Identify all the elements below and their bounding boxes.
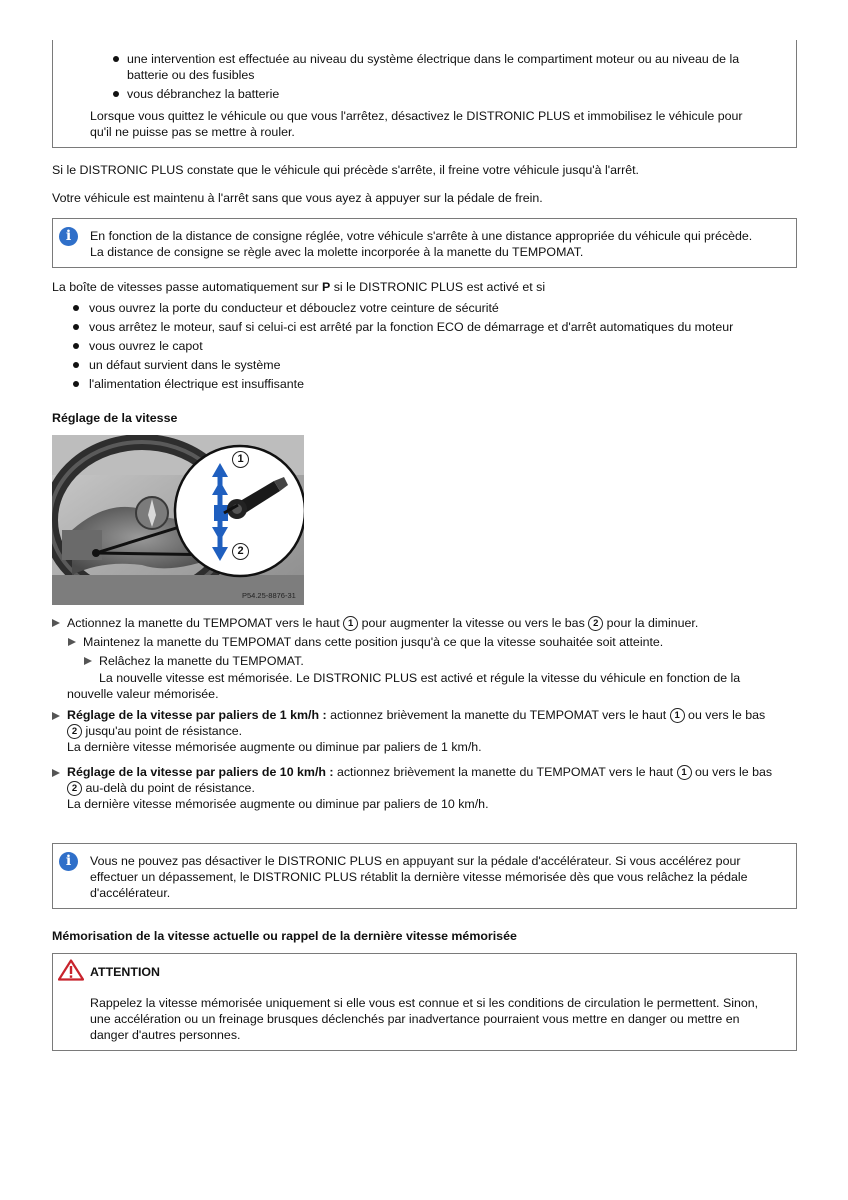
warning-triangle-icon [58, 959, 84, 981]
step-arrow-icon [68, 638, 76, 646]
paragraph-hold: Votre véhicule est maintenu à l'arrêt sans que vous ayez à appuyer sur la pédale de frein. [52, 191, 543, 205]
step-arrow-icon [52, 712, 60, 720]
figure-code: P54.25-8876-31 [242, 591, 296, 600]
info-text: Vous ne pouvez pas désactiver le DISTRONIC PLUS en appuyant sur la pédale d'accélérateur. Si vous accélérez pour effectuer un dépassement, le DISTRONIC PLUS rétablit la dernière vitesse mémorisée dès que vous relâchez la pédale d'accélérateur. [90, 854, 748, 900]
section-heading-speed: Réglage de la vitesse [52, 411, 178, 425]
bullet-icon [73, 381, 79, 387]
info-box-distance [52, 218, 797, 268]
gearbox-item: vous ouvrez le capot [89, 339, 203, 353]
box-paragraph: Lorsque vous quittez le véhicule ou que vous l'arrêtez, désactivez le DISTRONIC PLUS et immobilisez le véhicule pour qu'il ne puisse pas se mettre à rouler. [90, 109, 743, 139]
gearbox-item: vous arrêtez le moteur, sauf si celui-ci est arrêté par la fonction ECO de démarrage et d'arrêt automatiques du moteur [89, 320, 734, 334]
warning-title: ATTENTION [90, 965, 160, 979]
bullet-icon [113, 91, 119, 97]
step-arrow-icon [52, 619, 60, 627]
bullet-icon [73, 343, 79, 349]
box-bullet-2: vous débranchez la batterie [127, 87, 280, 101]
callout-2: 2 [232, 543, 249, 560]
step-3-result: La nouvelle vitesse est mémorisée. Le DISTRONIC PLUS est activé et régule la vitesse du véhicule en fonction de la nouvelle valeur mémorisée. [67, 671, 741, 701]
steering-wheel-illustration [52, 435, 304, 605]
step-2: Maintenez la manette du TEMPOMAT dans cette position jusqu'à ce que la vitesse souhaitée soit atteinte. [83, 635, 664, 649]
gearbox-intro: La boîte de vitesses passe automatiquement sur P si le DISTRONIC PLUS est activé et si [52, 280, 546, 294]
step-1: Actionnez la manette du TEMPOMAT vers le haut 1 pour augmenter la vitesse ou vers le bas 2 pour la diminuer. [67, 616, 699, 630]
step-3: Relâchez la manette du TEMPOMAT. [99, 654, 304, 668]
continuation-box [52, 40, 797, 148]
info-icon: i [59, 852, 78, 871]
step-5: Réglage de la vitesse par paliers de 10 km/h : actionnez brièvement la manette du TEMPOMAT vers le haut 1 ou vers le bas 2 au-delà du point de résistance. La dernière vitesse mémorisée augmente ou diminue par paliers de 10 km/h. [67, 765, 773, 811]
gearbox-item: l'alimentation électrique est insuffisante [89, 377, 304, 391]
steering-figure [52, 435, 304, 605]
bullet-icon [113, 56, 119, 62]
info-box-accelerator [52, 843, 797, 909]
bullet-icon [73, 362, 79, 368]
info-text: En fonction de la distance de consigne réglée, votre véhicule s'arrête à une distance appropriée du véhicule qui précède. La distance de consigne se règle avec la molette incorporée à la manette du TEMPOMAT. [90, 229, 753, 259]
bullet-icon [73, 324, 79, 330]
bullet-icon [73, 305, 79, 311]
section-heading-memory: Mémorisation de la vitesse actuelle ou rappel de la dernière vitesse mémorisée [52, 929, 517, 943]
paragraph-stop: Si le DISTRONIC PLUS constate que le véhicule qui précède s'arrête, il freine votre véhicule jusqu'à l'arrêt. [52, 163, 639, 177]
callout-1: 1 [232, 451, 249, 468]
step-arrow-icon [52, 769, 60, 777]
step-4: Réglage de la vitesse par paliers de 1 km/h : actionnez brièvement la manette du TEMPOMAT vers le haut 1 ou vers le bas 2 jusqu'au point de résistance. La dernière vitesse mémorisée augmente ou diminue par paliers de 1 km/h. [67, 708, 766, 754]
info-icon: i [59, 227, 78, 246]
warning-box [52, 953, 797, 1051]
gearbox-item: un défaut survient dans le système [89, 358, 281, 372]
gearbox-item: vous ouvrez la porte du conducteur et débouclez votre ceinture de sécurité [89, 301, 499, 315]
step-arrow-icon [84, 657, 92, 665]
warning-text: Rappelez la vitesse mémorisée uniquement si elle vous est connue et si les conditions de circulation le permettent. Sinon, une accélération ou un freinage brusques déclenchés par inadvertance pourraient vous mettre en danger ou mettre en danger d'autres personnes. [90, 996, 759, 1042]
box-bullet-1: une intervention est effectuée au niveau du système électrique dans le compartiment moteur ou au niveau de la batterie ou des fusibles [127, 52, 740, 82]
